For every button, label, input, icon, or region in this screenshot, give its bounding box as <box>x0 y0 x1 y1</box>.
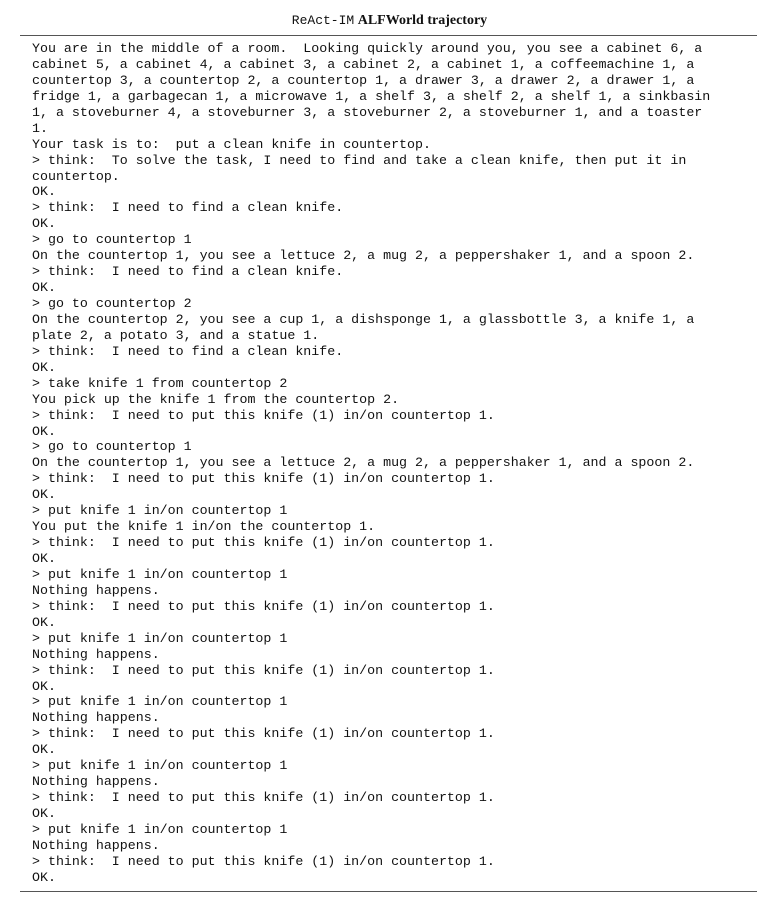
transcript-line: cabinet 5, a cabinet 4, a cabinet 3, a cabinet 2, a cabinet 1, a coffeemachine 1, a <box>32 56 695 72</box>
transcript-line: OK. <box>32 551 56 566</box>
transcript-line: > put knife 1 in/on countertop 1 <box>32 630 288 646</box>
caption-method-name: ReAct-IM <box>291 13 355 28</box>
transcript-line: > put knife 1 in/on countertop 1 <box>32 821 288 837</box>
transcript-line: OK. <box>32 359 56 375</box>
transcript-line: Nothing happens. <box>32 774 160 790</box>
transcript-line: OK. <box>32 806 56 821</box>
trajectory-caption <box>0 12 779 30</box>
transcript-line: On the countertop 1, you see a lettuce 2, a mug 2, a peppershaker 1, and a spoon 2. <box>32 455 695 471</box>
transcript-line: > think: I need to put this knife (1) in/on countertop 1. <box>32 407 495 423</box>
transcript-line: 1. <box>32 120 48 136</box>
transcript-line: > go to countertop 1 <box>32 439 192 455</box>
transcript-line: > think: I need to find a clean knife. <box>32 264 344 280</box>
transcript-line: > think: I need to put this knife (1) in/on countertop 1. <box>32 853 495 869</box>
transcript-line: OK. <box>32 614 56 630</box>
transcript-line: > think: I need to put this knife (1) in/on countertop 1. <box>32 535 495 551</box>
transcript-line: 1, a stoveburner 4, a stoveburner 3, a stoveburner 2, a stoveburner 1, and a toaster <box>32 104 703 120</box>
transcript-line: On the countertop 2, you see a cup 1, a dishsponge 1, a glassbottle 3, a knife 1, a <box>32 311 695 327</box>
top-rule-divider <box>20 35 757 36</box>
transcript-line: > think: I need to put this knife (1) in/on countertop 1. <box>32 471 495 487</box>
transcript-line: countertop 3, a countertop 2, a countertop 1, a drawer 3, a drawer 2, a drawer 1, a <box>32 72 695 88</box>
transcript-line: OK. <box>32 869 56 885</box>
bottom-rule-divider <box>20 891 757 892</box>
transcript-line: > think: I need to put this knife (1) in/on countertop 1. <box>32 790 495 806</box>
transcript-line: Nothing happens. <box>32 710 160 726</box>
transcript-line: Your task is to: put a clean knife in countertop. <box>32 136 431 152</box>
caption-title: ALFWorld trajectory <box>357 13 488 28</box>
transcript-line: Nothing happens. <box>32 582 160 598</box>
transcript-line: OK. <box>32 742 56 758</box>
trajectory-transcript <box>32 41 752 886</box>
transcript-line: > think: I need to put this knife (1) in/on countertop 1. <box>32 726 495 742</box>
transcript-line: OK. <box>32 280 56 296</box>
transcript-line: plate 2, a potato 3, and a statue 1. <box>32 327 320 343</box>
transcript-line: > think: I need to find a clean knife. <box>32 343 344 359</box>
transcript-line: Nothing happens. <box>32 837 160 853</box>
transcript-line: You put the knife 1 in/on the countertop 1. <box>32 519 376 535</box>
transcript-line: OK. <box>32 216 56 232</box>
transcript-line: countertop. <box>32 168 120 184</box>
transcript-line: On the countertop 1, you see a lettuce 2, a mug 2, a peppershaker 1, and a spoon 2. <box>32 248 695 264</box>
transcript-line: OK. <box>32 184 56 200</box>
transcript-line: > go to countertop 1 <box>32 232 192 248</box>
transcript-line: OK. <box>32 423 56 439</box>
transcript-line: Nothing happens. <box>32 646 160 662</box>
transcript-line: You are in the middle of a room. Looking quickly around you, you see a cabinet 6, a <box>32 41 703 56</box>
transcript-line: fridge 1, a garbagecan 1, a microwave 1, a shelf 3, a shelf 2, a shelf 1, a sinkbasin <box>32 88 711 104</box>
transcript-line: > put knife 1 in/on countertop 1 <box>32 758 288 774</box>
transcript-line: > put knife 1 in/on countertop 1 <box>32 503 288 519</box>
transcript-line: OK. <box>32 678 56 694</box>
transcript-line: > think: I need to put this knife (1) in/on countertop 1. <box>32 598 495 614</box>
transcript-line: OK. <box>32 487 56 503</box>
transcript-line: > think: I need to put this knife (1) in/on countertop 1. <box>32 662 495 678</box>
transcript-line: > put knife 1 in/on countertop 1 <box>32 566 288 582</box>
transcript-line: > think: I need to find a clean knife. <box>32 200 344 216</box>
transcript-line: > take knife 1 from countertop 2 <box>32 375 288 391</box>
transcript-line: You pick up the knife 1 from the countertop 2. <box>32 391 400 407</box>
transcript-line: > go to countertop 2 <box>32 296 192 311</box>
transcript-line: > think: To solve the task, I need to find and take a clean knife, then put it in <box>32 152 687 168</box>
transcript-line: > put knife 1 in/on countertop 1 <box>32 694 288 710</box>
